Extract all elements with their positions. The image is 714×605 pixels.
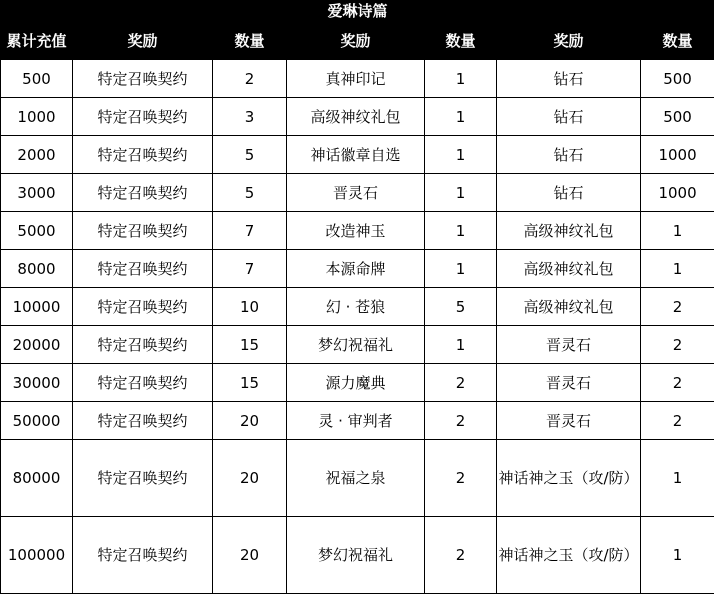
table-row bbox=[1, 440, 714, 517]
quantity-1-cell: 5 bbox=[213, 174, 287, 212]
quantity-3-cell: 1 bbox=[641, 517, 714, 594]
reward-3-cell: 神话神之玉（攻/防） bbox=[497, 517, 641, 594]
reward-3-cell: 晋灵石 bbox=[497, 364, 641, 402]
reward-1-cell: 特定召唤契约 bbox=[73, 517, 213, 594]
table-row bbox=[1, 60, 714, 98]
reward-2-cell: 晋灵石 bbox=[287, 174, 425, 212]
table-row bbox=[1, 326, 714, 364]
reward-3-cell: 钻石 bbox=[497, 136, 641, 174]
cumulative-amount-cell: 2000 bbox=[1, 136, 73, 174]
quantity-1-cell: 15 bbox=[213, 326, 287, 364]
reward-2-cell: 真神印记 bbox=[287, 60, 425, 98]
quantity-2-cell: 1 bbox=[425, 326, 497, 364]
quantity-1-cell: 2 bbox=[213, 60, 287, 98]
quantity-3-cell: 1000 bbox=[641, 136, 714, 174]
reward-3-cell: 神话神之玉（攻/防） bbox=[497, 440, 641, 517]
table-row bbox=[1, 402, 714, 440]
quantity-2-cell: 5 bbox=[425, 288, 497, 326]
reward-2-cell: 改造神玉 bbox=[287, 212, 425, 250]
reward-3-cell: 晋灵石 bbox=[497, 326, 641, 364]
reward-3-cell: 钻石 bbox=[497, 60, 641, 98]
table-title: 爱琳诗篇 bbox=[1, 1, 714, 22]
quantity-1-cell: 7 bbox=[213, 250, 287, 288]
reward-1-cell: 特定召唤契约 bbox=[73, 326, 213, 364]
cumulative-amount-cell: 1000 bbox=[1, 98, 73, 136]
cumulative-amount-cell: 20000 bbox=[1, 326, 73, 364]
quantity-1-cell: 20 bbox=[213, 402, 287, 440]
reward-1-cell: 特定召唤契约 bbox=[73, 212, 213, 250]
reward-3-cell: 钻石 bbox=[497, 174, 641, 212]
reward-1-cell: 特定召唤契约 bbox=[73, 98, 213, 136]
quantity-3-cell: 2 bbox=[641, 402, 714, 440]
reward-3-cell: 钻石 bbox=[497, 98, 641, 136]
table-row bbox=[1, 174, 714, 212]
reward-2-cell: 幻 · 苍狼 bbox=[287, 288, 425, 326]
quantity-1-cell: 3 bbox=[213, 98, 287, 136]
reward-1-cell: 特定召唤契约 bbox=[73, 288, 213, 326]
reward-3-cell: 晋灵石 bbox=[497, 402, 641, 440]
reward-2-cell: 灵 · 审判者 bbox=[287, 402, 425, 440]
quantity-2-cell: 1 bbox=[425, 174, 497, 212]
quantity-3-cell: 1 bbox=[641, 440, 714, 517]
reward-1-cell: 特定召唤契约 bbox=[73, 60, 213, 98]
quantity-2-cell: 2 bbox=[425, 517, 497, 594]
reward-2-cell: 源力魔典 bbox=[287, 364, 425, 402]
quantity-3-cell: 2 bbox=[641, 326, 714, 364]
quantity-3-cell: 1000 bbox=[641, 174, 714, 212]
reward-1-cell: 特定召唤契约 bbox=[73, 402, 213, 440]
reward-3-cell: 高级神纹礼包 bbox=[497, 288, 641, 326]
quantity-2-cell: 1 bbox=[425, 60, 497, 98]
table-body bbox=[1, 60, 714, 594]
table-row bbox=[1, 288, 714, 326]
reward-1-cell: 特定召唤契约 bbox=[73, 440, 213, 517]
table-row bbox=[1, 212, 714, 250]
cumulative-amount-cell: 10000 bbox=[1, 288, 73, 326]
quantity-1-cell: 10 bbox=[213, 288, 287, 326]
quantity-1-cell: 15 bbox=[213, 364, 287, 402]
table-row bbox=[1, 364, 714, 402]
reward-1-cell: 特定召唤契约 bbox=[73, 174, 213, 212]
table-row bbox=[1, 98, 714, 136]
quantity-3-cell: 500 bbox=[641, 98, 714, 136]
reward-2-cell: 神话徽章自选 bbox=[287, 136, 425, 174]
quantity-2-cell: 1 bbox=[425, 98, 497, 136]
quantity-3-cell: 2 bbox=[641, 364, 714, 402]
quantity-1-cell: 20 bbox=[213, 440, 287, 517]
table-row bbox=[1, 250, 714, 288]
cumulative-amount-cell: 500 bbox=[1, 60, 73, 98]
table-row bbox=[1, 136, 714, 174]
header-reward-3: 奖励 bbox=[497, 22, 641, 60]
header-quantity-2: 数量 bbox=[425, 22, 497, 60]
quantity-2-cell: 2 bbox=[425, 364, 497, 402]
cumulative-amount-cell: 8000 bbox=[1, 250, 73, 288]
reward-3-cell: 高级神纹礼包 bbox=[497, 250, 641, 288]
quantity-1-cell: 7 bbox=[213, 212, 287, 250]
header-quantity-3: 数量 bbox=[641, 22, 714, 60]
quantity-1-cell: 20 bbox=[213, 517, 287, 594]
cumulative-amount-cell: 30000 bbox=[1, 364, 73, 402]
cumulative-amount-cell: 50000 bbox=[1, 402, 73, 440]
quantity-3-cell: 1 bbox=[641, 250, 714, 288]
header-reward-2: 奖励 bbox=[287, 22, 425, 60]
cumulative-amount-cell: 3000 bbox=[1, 174, 73, 212]
table-row bbox=[1, 517, 714, 594]
header-quantity-1: 数量 bbox=[213, 22, 287, 60]
cumulative-amount-cell: 80000 bbox=[1, 440, 73, 517]
reward-1-cell: 特定召唤契约 bbox=[73, 364, 213, 402]
reward-2-cell: 梦幻祝福礼 bbox=[287, 517, 425, 594]
header-reward-1: 奖励 bbox=[73, 22, 213, 60]
quantity-3-cell: 1 bbox=[641, 212, 714, 250]
cumulative-amount-cell: 5000 bbox=[1, 212, 73, 250]
quantity-2-cell: 2 bbox=[425, 402, 497, 440]
reward-2-cell: 高级神纹礼包 bbox=[287, 98, 425, 136]
reward-2-cell: 祝福之泉 bbox=[287, 440, 425, 517]
reward-1-cell: 特定召唤契约 bbox=[73, 136, 213, 174]
quantity-3-cell: 500 bbox=[641, 60, 714, 98]
quantity-2-cell: 1 bbox=[425, 212, 497, 250]
quantity-2-cell: 1 bbox=[425, 250, 497, 288]
reward-2-cell: 梦幻祝福礼 bbox=[287, 326, 425, 364]
quantity-2-cell: 1 bbox=[425, 136, 497, 174]
quantity-3-cell: 2 bbox=[641, 288, 714, 326]
reward-1-cell: 特定召唤契约 bbox=[73, 250, 213, 288]
quantity-1-cell: 5 bbox=[213, 136, 287, 174]
quantity-2-cell: 2 bbox=[425, 440, 497, 517]
cumulative-amount-cell: 100000 bbox=[1, 517, 73, 594]
header-cumulative-recharge: 累计充值 bbox=[1, 22, 73, 60]
header-row bbox=[1, 22, 714, 60]
reward-3-cell: 高级神纹礼包 bbox=[497, 212, 641, 250]
reward-2-cell: 本源命牌 bbox=[287, 250, 425, 288]
